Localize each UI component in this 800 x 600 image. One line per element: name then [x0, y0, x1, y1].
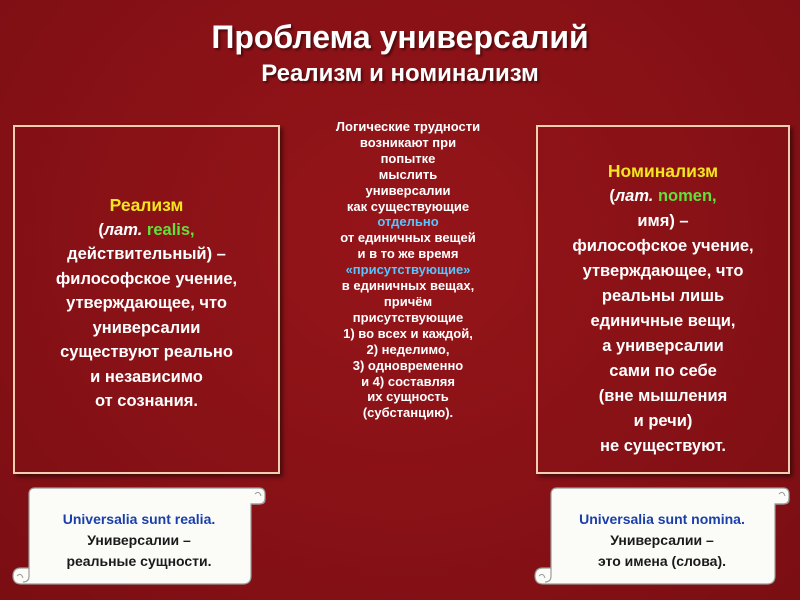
slide-subtitle: Реализм и номинализм: [261, 60, 539, 87]
nominalism-line: утверждающее, что: [582, 262, 744, 280]
nominalism-scroll: [533, 486, 791, 588]
realism-latin-word: realis,: [146, 220, 195, 239]
middle-line: Логические трудности: [335, 119, 481, 134]
middle-line: от единичных вещей: [340, 230, 476, 246]
middle-line: попытке: [380, 150, 436, 166]
nominalism-definition: [538, 159, 788, 459]
middle-line: в единичных вещах,: [341, 278, 475, 294]
nominalism-heading: Номинализм: [607, 161, 719, 181]
nominalism-motto-line: это имена (слова).: [597, 553, 726, 569]
middle-line: универсалии: [365, 182, 451, 198]
realism-lat-abbrev: лат.: [103, 220, 143, 239]
nominalism-lat-abbrev: лат.: [614, 187, 654, 205]
middle-line: 1) во всех и каждой,: [343, 325, 473, 341]
realism-latin-motto: Universalia sunt realia.: [62, 511, 216, 527]
realism-line: от сознания.: [94, 392, 199, 410]
middle-line: 2) неделимо,: [366, 341, 450, 357]
realism-line: существуют реально: [60, 343, 233, 361]
realism-line: утверждающее, что: [66, 294, 227, 312]
middle-line: и в то же время: [357, 246, 459, 262]
realism-motto-line: реальные сущности.: [66, 553, 212, 569]
middle-line: возникают при: [359, 134, 457, 150]
nominalism-motto-line: Универсалии –: [610, 532, 714, 548]
nominalism-latin-motto: Universalia sunt nomina.: [579, 511, 745, 527]
middle-line: мыслить: [378, 166, 438, 182]
nominalism-line: единичные вещи,: [590, 312, 736, 330]
nominalism-line: (вне мышления: [598, 387, 728, 405]
slide-title: Проблема универсалий: [211, 19, 589, 55]
nominalism-line: реальны лишь: [601, 287, 725, 305]
middle-highlight-present: «присутствующие»: [345, 262, 471, 278]
realism-heading: Реализм: [109, 195, 184, 215]
realism-line: действительный) –: [67, 245, 226, 263]
nominalism-line: не существуют.: [599, 437, 727, 455]
logical-difficulties-text: [283, 119, 533, 421]
middle-line: присутствующие: [352, 309, 464, 325]
nominalism-open-paren: (: [609, 187, 615, 205]
nominalism-line: философское учение,: [572, 237, 754, 255]
middle-line: как существующие: [346, 198, 470, 214]
middle-line: 3) одновременно: [352, 357, 464, 373]
nominalism-scroll-text: [547, 509, 777, 572]
realism-latin-line: [15, 218, 278, 243]
nominalism-panel: [536, 125, 790, 474]
realism-open-paren: (: [98, 220, 104, 239]
realism-definition: [15, 193, 278, 414]
nominalism-line: а универсалии: [602, 337, 724, 355]
nominalism-line: имя) –: [637, 212, 689, 230]
nominalism-line: сами по себе: [609, 362, 717, 380]
middle-line: и 4) составляя: [361, 373, 455, 389]
realism-line: философское учение,: [55, 269, 238, 288]
middle-line: их сущность: [367, 389, 449, 405]
nominalism-latin-word: nomen,: [657, 187, 717, 205]
realism-scroll-text: [25, 509, 253, 572]
middle-line: причём: [383, 293, 433, 309]
realism-line: и независимо: [90, 367, 203, 386]
realism-motto-line: Универсалии –: [87, 532, 191, 548]
realism-scroll: [11, 486, 267, 588]
realism-panel: [13, 125, 280, 474]
middle-line: (субстанцию).: [362, 405, 454, 421]
nominalism-latin-line: [538, 184, 788, 209]
nominalism-line: и речи): [633, 412, 693, 430]
middle-highlight-separately: отдельно: [377, 214, 439, 230]
realism-line: универсалии: [92, 318, 201, 337]
